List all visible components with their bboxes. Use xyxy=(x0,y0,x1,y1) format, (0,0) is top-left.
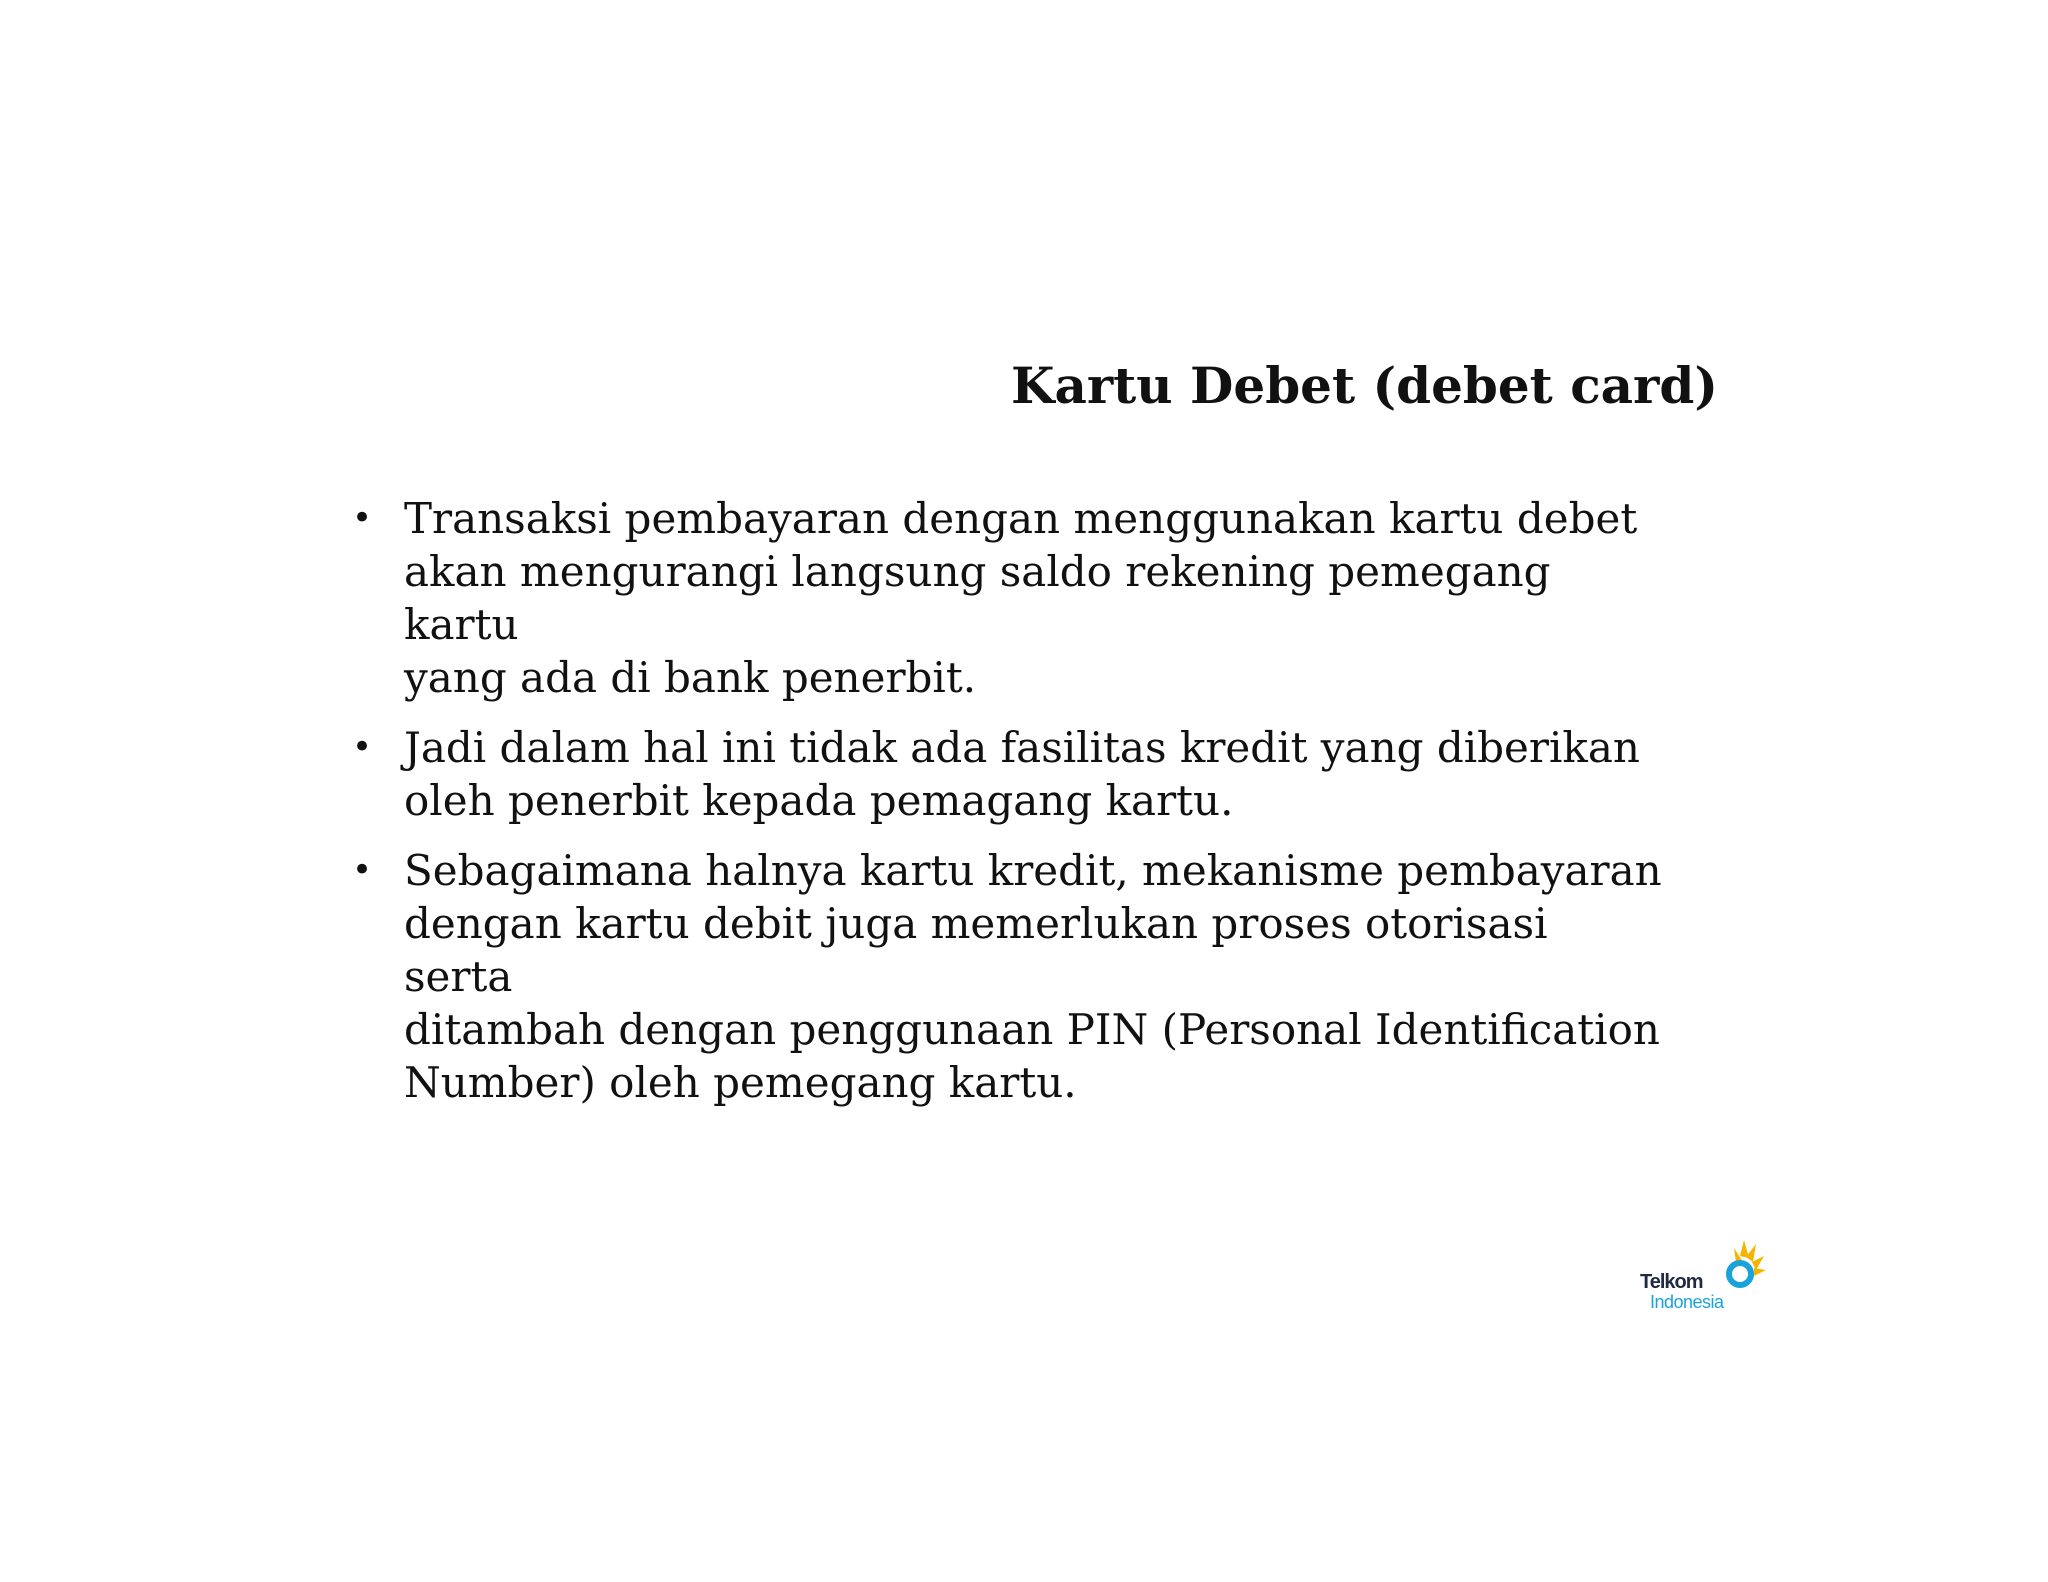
bullet-item xyxy=(352,721,1662,827)
slide-title: Kartu Debet (debet card) xyxy=(1010,356,1718,415)
bullet-text: Jadi dalam hal ini tidak ada fasilitas kredit yang diberikan oleh penerbit kepada pemagang kartu. xyxy=(404,723,1640,825)
bullet-list xyxy=(352,492,1662,1126)
bullet-text: Sebagaimana halnya kartu kredit, mekanisme pembayaran dengan kartu debit juga memerlukan proses otorisasi serta ditambah dengan penggunaan PIN (Personal Identification Number) oleh pemegang kartu. xyxy=(404,846,1662,1107)
telkom-indonesia-logo-icon xyxy=(1640,1238,1766,1310)
logo-line2: Indonesia xyxy=(1650,1292,1724,1310)
bullet-dot-icon: • xyxy=(352,850,373,890)
logo-line1: Telkom xyxy=(1640,1271,1703,1293)
bullet-dot-icon: • xyxy=(352,727,373,767)
bullet-text: Transaksi pembayaran dengan menggunakan kartu debet akan mengurangi langsung saldo rekening pemegang kartu yang ada di bank penerbit. xyxy=(404,494,1638,702)
bullet-dot-icon: • xyxy=(352,498,373,538)
ring-icon xyxy=(1729,1263,1751,1285)
bullet-item xyxy=(352,492,1662,704)
bullet-item xyxy=(352,844,1662,1109)
